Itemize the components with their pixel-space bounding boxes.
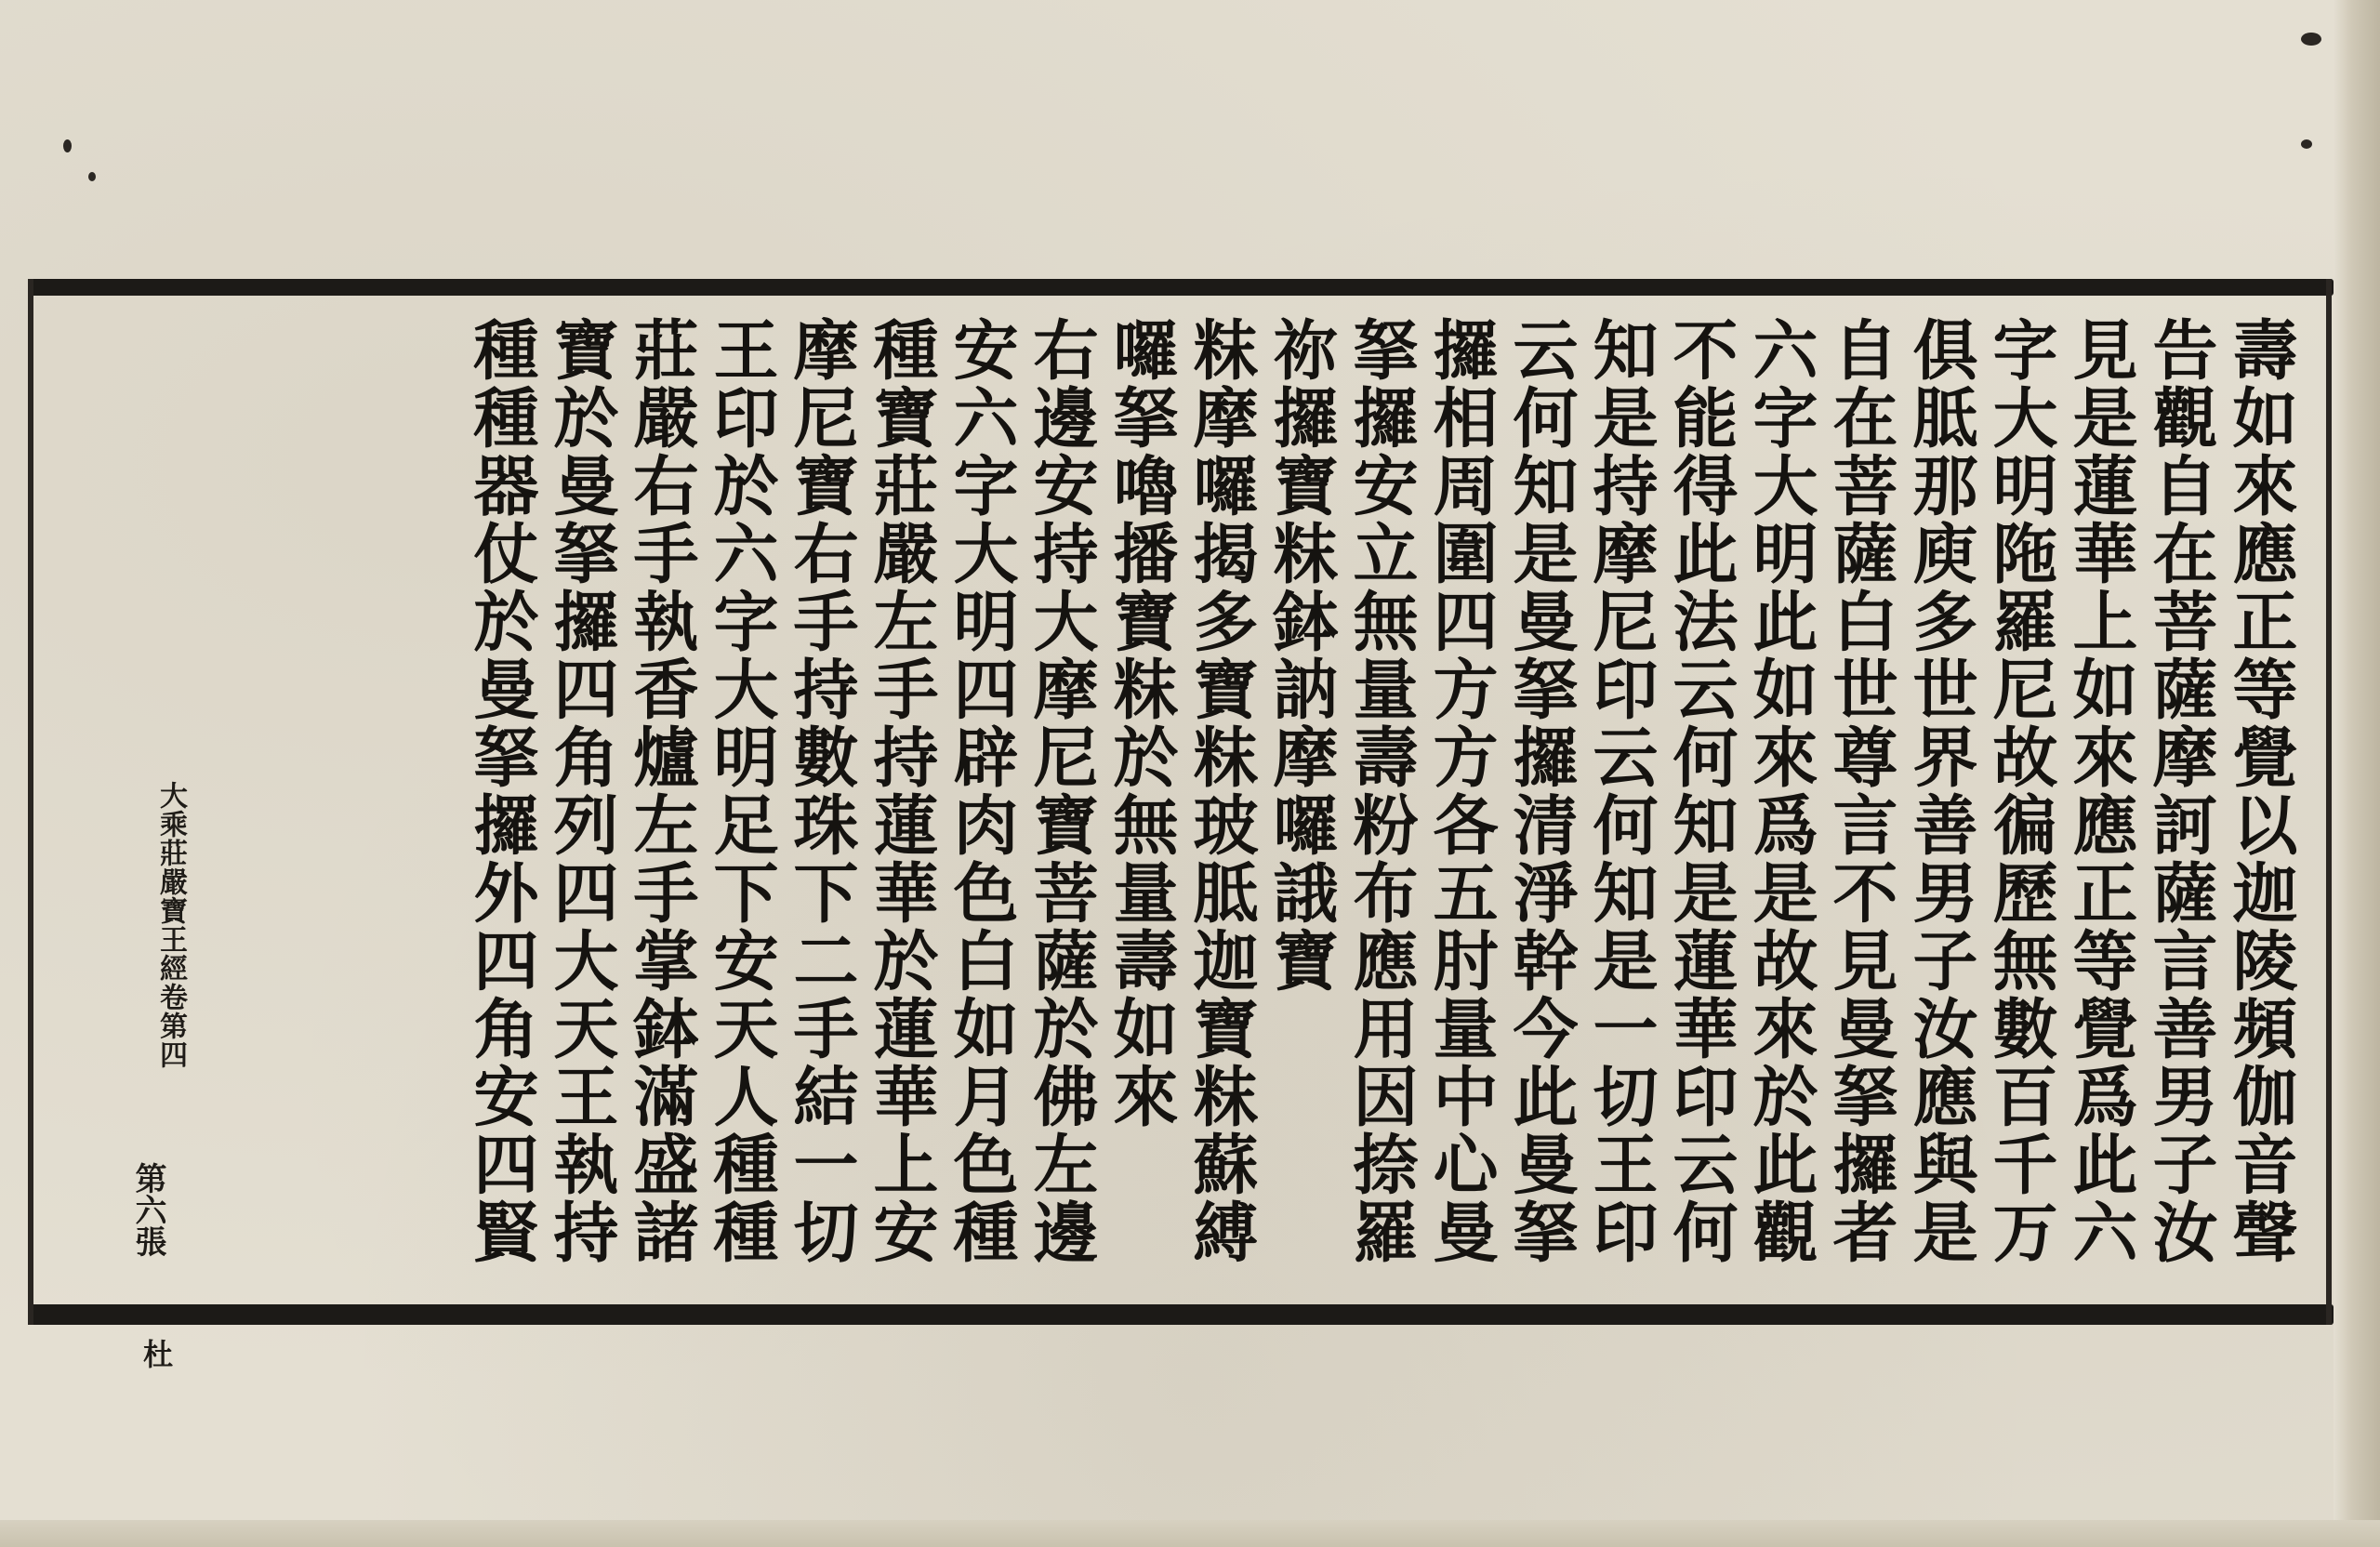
- page-fold-shadow: [2334, 0, 2380, 1547]
- text-column: 粖摩囉揭多寶粖玻胝迦寶粖蘇縛: [1183, 316, 1260, 1266]
- text-column: 王印於六字大明足下安天人種種: [703, 316, 780, 1266]
- page-bottom-edge: [0, 1520, 2380, 1547]
- left-border-rule: [28, 279, 33, 1325]
- printed-text-block: [28, 279, 2334, 1368]
- text-column: 告觀自在菩薩摩訶薩言善男子汝: [2142, 316, 2219, 1266]
- text-column: 種寶莊嚴左手持蓮華於蓮華上安: [863, 316, 940, 1266]
- text-column: 摩尼寶右手持數珠下二手結一切: [783, 316, 860, 1266]
- ink-speck: [63, 139, 72, 152]
- margin-title: 大乘莊嚴寶王經卷第四: [154, 781, 187, 1069]
- right-border-rule: [2326, 279, 2332, 1325]
- folio-number: 第六張: [129, 1162, 166, 1257]
- text-column: 見是蓮華上如來應正等覺爲此六: [2062, 316, 2139, 1266]
- text-column: 壽如來應正等覺以迦陵頻伽音聲: [2222, 316, 2299, 1266]
- text-column: 六字大明此如來爲是故來於此觀: [1742, 316, 1819, 1266]
- text-column: 俱胝那庾多世界善男子汝應與是: [1902, 316, 1979, 1266]
- ink-speck: [88, 172, 96, 181]
- ink-speck: [2301, 139, 2312, 149]
- text-column: 不能得此法云何知是蓮華印云何: [1662, 316, 1739, 1266]
- top-border-rule: [28, 279, 2334, 296]
- main-text: [186, 316, 2299, 1292]
- text-column: 云何知是曼拏攞清淨幹今此曼拏: [1502, 316, 1580, 1266]
- text-column: 寶於曼拏攞四角列四大天王執持: [543, 316, 620, 1266]
- text-column: 囉拏嚕播寶粖於無量壽如來: [1103, 316, 1180, 1130]
- carver-mark: 杜: [139, 1339, 174, 1368]
- ink-speck: [2301, 33, 2321, 46]
- text-column: 莊嚴右手執香爐左手掌鉢滿盛諸: [623, 316, 700, 1266]
- text-column: 拏攞安立無量壽粉布應用因捺羅: [1342, 316, 1420, 1266]
- bottom-border-rule: [28, 1304, 2334, 1325]
- text-column: 祢攞寶粖鉢訥摩囉誐寶: [1263, 316, 1340, 995]
- text-column: 字大明陁羅尼故徧歷無數百千万: [1982, 316, 2059, 1266]
- text-column: 右邊安持大摩尼寶菩薩於佛左邊: [1023, 316, 1100, 1266]
- text-column: 種種器仗於曼拏攞外四角安四賢: [463, 316, 540, 1266]
- text-column: 自在菩薩白世尊言不見曼拏攞者: [1822, 316, 1899, 1266]
- text-column: 知是持摩尼印云何知是一切王印: [1582, 316, 1659, 1266]
- text-column: 安六字大明四辟肉色白如月色種: [943, 316, 1020, 1266]
- text-column: 攞相周圍四方方各五肘量中心曼: [1422, 316, 1500, 1266]
